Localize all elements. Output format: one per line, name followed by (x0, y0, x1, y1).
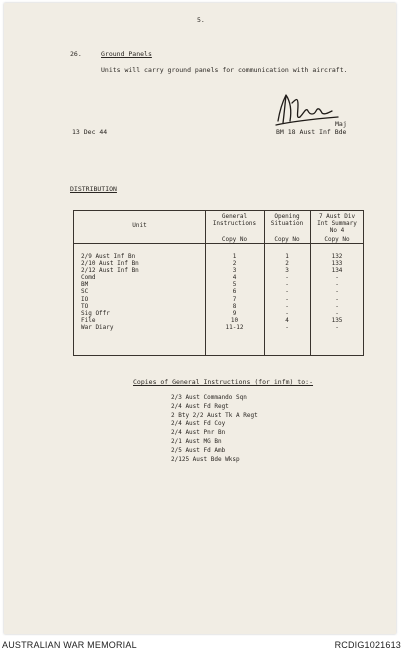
table-row-os: - (285, 309, 289, 317)
header-unit: Unit (132, 222, 147, 229)
section-number: 26. (70, 50, 82, 58)
section-heading: Ground Panels (101, 50, 152, 58)
table-row-unit: Sig Offr (81, 309, 110, 317)
table-row-isum: - (335, 281, 339, 289)
table-row-os: 1 (285, 253, 289, 260)
table-row-unit: IO (81, 295, 89, 303)
table-row-isum: - (335, 288, 339, 296)
table-row-gi: 1 (232, 253, 237, 260)
table-row-unit: TO (81, 302, 89, 310)
table-row-isum: - (335, 274, 339, 282)
table-row-isum: - (335, 295, 339, 303)
unit-column (81, 253, 139, 331)
header-gi-line2: Instructions (212, 220, 257, 227)
table-row-gi: 5 (232, 281, 237, 289)
isum-column (310, 253, 364, 331)
list-item: 2/3 Aust Commando Sqn (171, 394, 247, 401)
signature-date: 13 Dec 44 (72, 128, 108, 136)
table-row-os: - (285, 295, 289, 303)
list-item: 2/5 Aust Fd Amb (171, 446, 226, 454)
list-item: 2/1 Aust MG Bn (171, 437, 222, 445)
table-row-isum: 133 (331, 260, 343, 268)
list-item: 2/4 Aust Fd Regt (171, 402, 229, 410)
table-row-unit: SC (81, 288, 89, 296)
table-row-unit: 2/10 Aust Inf Bn (81, 260, 139, 268)
header-os-copy: Copy No (274, 236, 300, 243)
table-row-os: - (285, 288, 289, 296)
table-row-isum: - (335, 323, 339, 331)
table-row-unit: 2/12 Aust Inf Bn (81, 267, 139, 275)
list-item: 2/125 Aust Bde Wksp (171, 455, 240, 463)
distribution-table (73, 210, 364, 356)
table-row-gi: 7 (232, 295, 237, 303)
table-row-gi: 11-12 (225, 323, 244, 331)
table-row-gi: 8 (232, 302, 237, 310)
table-row-unit: BM (81, 281, 89, 289)
footer-record-id: RCDIG1021613 (334, 640, 401, 650)
distribution-title: DISTRIBUTION (70, 185, 117, 193)
header-isum-line1: 7 Aust Div (318, 213, 356, 220)
table-row-os: - (285, 274, 289, 282)
signature-rank: Maj (335, 120, 347, 128)
copies-list (171, 394, 258, 464)
handwritten-signature (270, 91, 342, 127)
header-gi-line1: General (221, 213, 248, 220)
table-row-os: - (285, 302, 289, 310)
table-row-gi: 2 (232, 260, 237, 268)
header-isum-copy: Copy No (324, 236, 350, 243)
section-body: Units will carry ground panels for communication with aircraft. (101, 66, 348, 74)
table-row-unit: 2/9 Aust Inf Bn (81, 253, 136, 260)
table-row-os: 4 (285, 316, 289, 324)
header-os-line2: Situation (270, 220, 304, 227)
header-isum-line2: Int Summary (317, 220, 357, 227)
table-row-os: - (285, 323, 289, 331)
table-row-os: 3 (285, 267, 289, 275)
table-row-isum: - (335, 302, 339, 310)
header-os-line1: Opening (274, 213, 300, 220)
archive-footer (0, 636, 404, 654)
page-number: 5. (197, 16, 205, 24)
table-row-gi: 6 (232, 288, 237, 296)
header-isum-line3: No 4 (329, 227, 345, 234)
table-row-isum: 132 (331, 253, 343, 260)
footer-institution: AUSTRALIAN WAR MEMORIAL (2, 640, 137, 650)
list-item: 2/4 Aust Pnr Bn (171, 429, 226, 437)
table-row-unit: File (81, 316, 96, 324)
list-item: 2 Bty 2/2 Aust Tk A Regt (171, 411, 258, 419)
signature-appointment: BM 18 Aust Inf Bde (276, 128, 347, 136)
table-row-unit: Comd (81, 274, 96, 282)
table-row-isum: - (335, 309, 339, 317)
table-row-unit: War Diary (81, 323, 114, 331)
table-row-gi: 4 (232, 274, 237, 282)
table-row-gi: 10 (230, 316, 239, 324)
table-row-isum: 134 (331, 267, 343, 275)
table-row-os: 2 (285, 260, 289, 268)
table-row-gi: 9 (232, 309, 237, 317)
table-row-os: - (285, 281, 289, 289)
copies-title: Copies of General Instructions (for infm) to:- (133, 378, 314, 386)
gi-column (205, 253, 264, 331)
table-row-isum: 135 (331, 316, 343, 324)
table-row-gi: 3 (232, 267, 237, 275)
list-item: 2/4 Aust Fd Coy (171, 420, 226, 428)
document-page (4, 3, 396, 634)
os-column (264, 253, 310, 331)
header-gi-copy: Copy No (221, 236, 248, 243)
